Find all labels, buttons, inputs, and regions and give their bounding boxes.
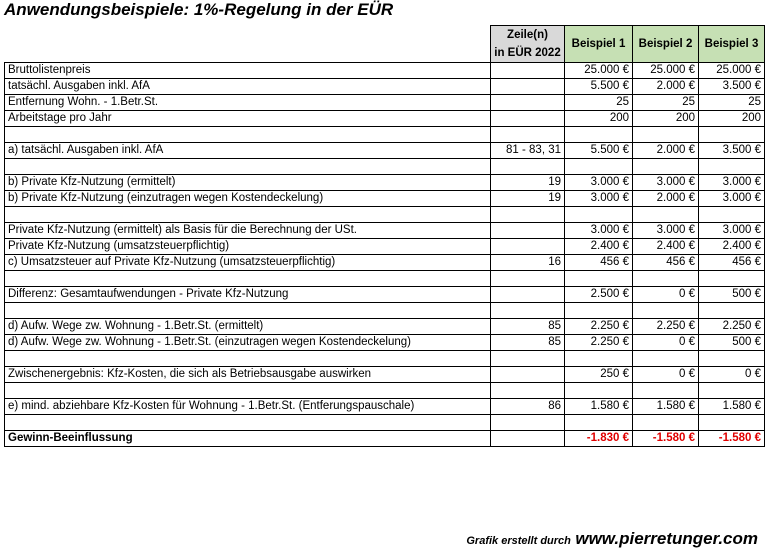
table-row (5, 79, 765, 95)
table-row (5, 335, 765, 351)
credit-prefix: Grafik erstellt durch (466, 535, 571, 547)
row-label (5, 351, 491, 367)
row-beispiel-1-value (565, 159, 633, 175)
row-beispiel-2-value: 2.000 € (633, 79, 699, 95)
zeile-header-line1: Zeile(n) (507, 29, 548, 41)
row-beispiel-2-value: 0 € (633, 335, 699, 351)
row-beispiel-3-value: 3.500 € (699, 143, 765, 159)
row-label (5, 271, 491, 287)
beispiel-1-header: Beispiel 1 (565, 26, 633, 63)
calculation-table (4, 25, 765, 447)
row-beispiel-3-value (699, 159, 765, 175)
row-label: b) Private Kfz-Nutzung (einzutragen wegen Kostendeckelung) (5, 191, 491, 207)
row-label (5, 159, 491, 175)
table-row (5, 239, 765, 255)
row-beispiel-2-value: 25 (633, 95, 699, 111)
row-beispiel-1-value: 3.000 € (565, 223, 633, 239)
row-zeile (491, 431, 565, 447)
row-beispiel-2-value: 2.000 € (633, 191, 699, 207)
row-label: tatsächl. Ausgaben inkl. AfA (5, 79, 491, 95)
row-label: Private Kfz-Nutzung (umsatzsteuerpflichtig) (5, 239, 491, 255)
row-beispiel-2-value (633, 383, 699, 399)
row-beispiel-3-value: 500 € (699, 287, 765, 303)
row-label: Differenz: Gesamtaufwendungen - Private Kfz-Nutzung (5, 287, 491, 303)
spacer-row (5, 271, 765, 287)
zeile-column-header (491, 26, 565, 63)
row-label: c) Umsatzsteuer auf Private Kfz-Nutzung (umsatzsteuerpflichtig) (5, 255, 491, 271)
row-beispiel-1-value (565, 383, 633, 399)
row-beispiel-3-value: 200 (699, 111, 765, 127)
row-beispiel-3-value (699, 271, 765, 287)
row-label: Entfernung Wohn. - 1.Betr.St. (5, 95, 491, 111)
spacer-row (5, 415, 765, 431)
row-beispiel-2-value: 3.000 € (633, 223, 699, 239)
row-beispiel-3-value: 500 € (699, 335, 765, 351)
row-beispiel-1-value: 2.250 € (565, 335, 633, 351)
row-zeile (491, 223, 565, 239)
row-beispiel-2-value (633, 351, 699, 367)
row-beispiel-3-value: 25.000 € (699, 63, 765, 79)
table-row (5, 255, 765, 271)
row-beispiel-2-value (633, 271, 699, 287)
row-zeile (491, 287, 565, 303)
row-beispiel-1-value: 2.250 € (565, 319, 633, 335)
row-beispiel-2-value: 2.400 € (633, 239, 699, 255)
row-beispiel-2-value: 2.000 € (633, 143, 699, 159)
row-beispiel-3-value: 3.500 € (699, 79, 765, 95)
row-beispiel-2-value: 1.580 € (633, 399, 699, 415)
row-beispiel-1-value (565, 351, 633, 367)
table-row (5, 287, 765, 303)
row-label (5, 207, 491, 223)
row-beispiel-1-value (565, 303, 633, 319)
row-label (5, 383, 491, 399)
row-zeile: 85 (491, 335, 565, 351)
header-blank-cell (5, 26, 491, 63)
row-label: d) Aufw. Wege zw. Wohnung - 1.Betr.St. (einzutragen wegen Kostendeckelung) (5, 335, 491, 351)
row-beispiel-2-value: 0 € (633, 367, 699, 383)
row-beispiel-1-value: 250 € (565, 367, 633, 383)
row-beispiel-2-value: 0 € (633, 287, 699, 303)
sheet-title: Anwendungsbeispiele: 1%-Regelung in der EÜR (4, 0, 394, 19)
row-beispiel-1-value: 2.400 € (565, 239, 633, 255)
row-beispiel-1-value: 1.580 € (565, 399, 633, 415)
row-beispiel-3-value: 25 (699, 95, 765, 111)
row-beispiel-3-value: 3.000 € (699, 175, 765, 191)
row-label (5, 415, 491, 431)
row-zeile (491, 415, 565, 431)
row-beispiel-2-value: 3.000 € (633, 175, 699, 191)
row-beispiel-2-value (633, 207, 699, 223)
row-beispiel-1-value (565, 271, 633, 287)
row-label: Gewinn-Beeinflussung (5, 431, 491, 447)
row-zeile: 19 (491, 191, 565, 207)
row-zeile: 86 (491, 399, 565, 415)
row-label: e) mind. abziehbare Kfz-Kosten für Wohnung - 1.Betr.St. (Entferungspauschale) (5, 399, 491, 415)
table-header-row (5, 26, 765, 63)
row-beispiel-2-value: -1.580 € (633, 431, 699, 447)
row-beispiel-3-value: 2.250 € (699, 319, 765, 335)
row-beispiel-3-value: 0 € (699, 367, 765, 383)
table-row (5, 95, 765, 111)
row-beispiel-1-value: 3.000 € (565, 191, 633, 207)
row-label (5, 303, 491, 319)
row-zeile (491, 159, 565, 175)
row-beispiel-1-value: -1.830 € (565, 431, 633, 447)
row-zeile (491, 111, 565, 127)
table-row (5, 319, 765, 335)
row-zeile (491, 383, 565, 399)
row-beispiel-1-value: 3.000 € (565, 175, 633, 191)
row-beispiel-1-value: 25.000 € (565, 63, 633, 79)
row-beispiel-3-value: 3.000 € (699, 223, 765, 239)
row-beispiel-3-value: 3.000 € (699, 191, 765, 207)
row-beispiel-3-value (699, 127, 765, 143)
table-row (5, 367, 765, 383)
row-beispiel-3-value (699, 351, 765, 367)
total-row (5, 431, 765, 447)
spacer-row (5, 207, 765, 223)
spacer-row (5, 383, 765, 399)
row-zeile: 81 - 83, 31 (491, 143, 565, 159)
table-row (5, 399, 765, 415)
credit-line (466, 529, 758, 549)
row-label: Private Kfz-Nutzung (ermittelt) als Basis für die Berechnung der USt. (5, 223, 491, 239)
row-label: Bruttolistenpreis (5, 63, 491, 79)
row-zeile (491, 351, 565, 367)
row-beispiel-1-value (565, 415, 633, 431)
row-label: Arbeitstage pro Jahr (5, 111, 491, 127)
row-label: b) Private Kfz-Nutzung (ermittelt) (5, 175, 491, 191)
spacer-row (5, 351, 765, 367)
beispiel-2-header: Beispiel 2 (633, 26, 699, 63)
row-zeile: 16 (491, 255, 565, 271)
spacer-row (5, 303, 765, 319)
spacer-row (5, 127, 765, 143)
row-zeile (491, 95, 565, 111)
row-beispiel-2-value (633, 159, 699, 175)
row-beispiel-2-value (633, 415, 699, 431)
row-beispiel-3-value (699, 415, 765, 431)
row-beispiel-3-value (699, 303, 765, 319)
table-row (5, 191, 765, 207)
table-row (5, 111, 765, 127)
row-beispiel-1-value: 200 (565, 111, 633, 127)
zeile-header-line2: in EÜR 2022 (494, 47, 561, 59)
row-zeile (491, 303, 565, 319)
row-label: a) tatsächl. Ausgaben inkl. AfA (5, 143, 491, 159)
row-zeile (491, 239, 565, 255)
row-zeile (491, 127, 565, 143)
row-label: Zwischenergebnis: Kfz-Kosten, die sich als Betriebsausgabe auswirken (5, 367, 491, 383)
row-zeile (491, 207, 565, 223)
row-beispiel-3-value (699, 207, 765, 223)
row-zeile: 19 (491, 175, 565, 191)
spacer-row (5, 159, 765, 175)
row-beispiel-1-value (565, 207, 633, 223)
row-zeile (491, 63, 565, 79)
row-beispiel-1-value: 2.500 € (565, 287, 633, 303)
row-beispiel-1-value: 5.500 € (565, 79, 633, 95)
table-row (5, 223, 765, 239)
row-beispiel-2-value (633, 303, 699, 319)
table-row (5, 143, 765, 159)
row-zeile (491, 79, 565, 95)
row-beispiel-2-value (633, 127, 699, 143)
row-beispiel-1-value: 456 € (565, 255, 633, 271)
credit-website: www.pierretunger.com (575, 529, 758, 548)
row-zeile (491, 271, 565, 287)
row-zeile (491, 367, 565, 383)
row-beispiel-1-value (565, 127, 633, 143)
row-beispiel-1-value: 5.500 € (565, 143, 633, 159)
row-beispiel-3-value: 2.400 € (699, 239, 765, 255)
row-beispiel-3-value: -1.580 € (699, 431, 765, 447)
row-beispiel-1-value: 25 (565, 95, 633, 111)
table-row (5, 63, 765, 79)
row-beispiel-3-value (699, 383, 765, 399)
row-zeile: 85 (491, 319, 565, 335)
table-row (5, 175, 765, 191)
row-beispiel-2-value: 25.000 € (633, 63, 699, 79)
row-beispiel-3-value: 456 € (699, 255, 765, 271)
row-label (5, 127, 491, 143)
row-label: d) Aufw. Wege zw. Wohnung - 1.Betr.St. (ermittelt) (5, 319, 491, 335)
row-beispiel-2-value: 200 (633, 111, 699, 127)
row-beispiel-3-value: 1.580 € (699, 399, 765, 415)
beispiel-3-header: Beispiel 3 (699, 26, 765, 63)
row-beispiel-2-value: 2.250 € (633, 319, 699, 335)
row-beispiel-2-value: 456 € (633, 255, 699, 271)
